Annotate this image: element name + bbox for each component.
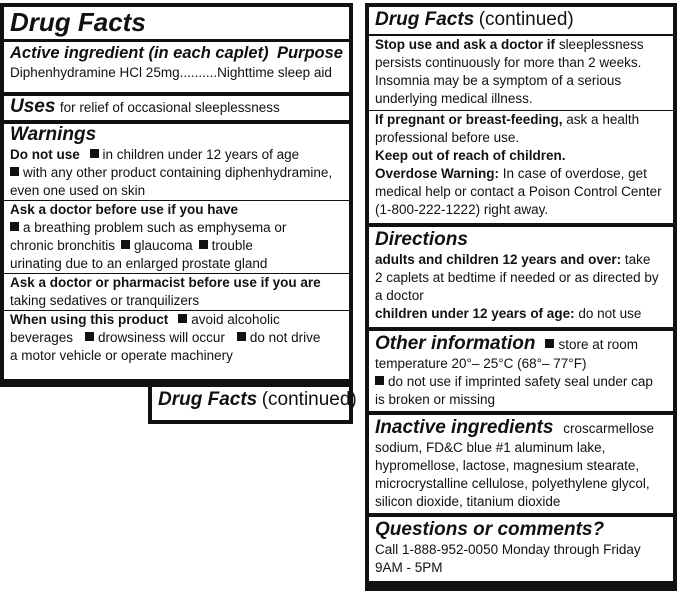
uses-section: [4, 96, 349, 120]
inactive-ingredients-section: [369, 415, 673, 513]
stop-use-line-4: underlying medical illness.: [375, 91, 533, 106]
drug-facts-header-section: [4, 7, 349, 92]
other-information-title: Other information: [375, 333, 536, 354]
left-continued-tab: [148, 387, 357, 424]
other-item-2b: is broken or missing: [375, 392, 496, 407]
drug-facts-header: Drug Facts: [10, 7, 146, 37]
right-header-section: [369, 7, 673, 223]
ask-pharmacist-label: Ask a doctor or pharmacist before use if you are: [10, 275, 321, 290]
overdose-line-2: medical help or contact a Poison Control Center: [375, 184, 662, 199]
active-ingredient-line: Diphenhydramine HCl 25mg..........Nighttime sleep aid: [10, 65, 332, 80]
other-information-section: [369, 331, 673, 411]
when-using-line-2b: drowsiness will occur: [98, 330, 225, 345]
purpose-label: Purpose: [276, 44, 343, 62]
stop-use-line-1: sleeplessness: [558, 37, 644, 52]
bullet-square-icon: [237, 332, 246, 341]
inactive-line-4: microcrystalline cellulose, polyethylene glycol,: [375, 476, 650, 491]
adults-line-1: take: [624, 252, 651, 267]
other-item-1a: store at room: [558, 337, 638, 352]
do-not-use-item-2a: with any other product containing diphenhydramine,: [23, 165, 333, 180]
do-not-use-item-1: in children under 12 years of age: [102, 147, 300, 162]
ask-doctor-line-1: a breathing problem such as emphysema or: [23, 220, 287, 235]
ask-pharmacist-text: taking sedatives or tranquilizers: [10, 293, 200, 308]
ask-doctor-line-3: urinating due to an enlarged prostate gland: [10, 256, 268, 271]
bullet-square-icon: [545, 339, 554, 348]
inactive-ingredients-title: Inactive ingredients: [375, 417, 554, 438]
other-item-1b: temperature 20°– 25°C (68°– 77°F): [375, 356, 587, 371]
warnings-title: Warnings: [10, 124, 97, 145]
uses-title: Uses: [10, 96, 56, 117]
children-label: children under 12 years of age:: [375, 306, 575, 321]
bullet-square-icon: [199, 240, 208, 249]
pregnant-line-2: professional before use.: [375, 130, 520, 145]
right-header-continued: (continued): [478, 9, 574, 30]
when-using-item-1: avoid alcoholic: [191, 312, 280, 327]
bullet-square-icon: [121, 240, 130, 249]
directions-title: Directions: [375, 229, 468, 250]
stop-use-line-2: persists continuously for more than 2 weeks.: [375, 55, 642, 70]
inactive-line-5: silicon dioxide, titanium dioxide: [375, 494, 561, 509]
ask-doctor-line-2c: trouble: [211, 238, 253, 253]
keep-out-of-reach: Keep out of reach of children.: [375, 148, 566, 163]
drug-facts-right-panel: [365, 3, 677, 591]
children-text: do not use: [578, 306, 642, 321]
questions-section: [369, 517, 673, 581]
ask-doctor-label: Ask a doctor before use if you have: [10, 202, 239, 217]
right-header-title: Drug Facts: [375, 9, 475, 30]
questions-line-1: Call 1-888-952-0050 Monday through Friday: [375, 542, 641, 557]
questions-line-2: 9AM - 5PM: [375, 560, 443, 575]
warnings-section: [4, 124, 349, 379]
overdose-label: Overdose Warning:: [375, 166, 500, 181]
when-using-line-2c: do not drive: [249, 330, 321, 345]
pregnant-label: If pregnant or breast-feeding,: [375, 112, 563, 127]
inactive-line-3: hypromellose, lactose, magnesium stearate,: [375, 458, 640, 473]
left-footer-title: Drug Facts: [158, 389, 258, 410]
inactive-line-1: croscarmellose: [563, 421, 654, 436]
left-footer-continued: (continued): [261, 389, 357, 410]
uses-text: for relief of occasional sleeplessness: [59, 100, 280, 115]
bullet-square-icon: [85, 332, 94, 341]
bullet-square-icon: [90, 149, 99, 158]
bullet-square-icon: [10, 167, 19, 176]
do-not-use-item-2b: even one used on skin: [10, 183, 146, 198]
when-using-label: When using this product: [10, 312, 169, 327]
adults-label: adults and children 12 years and over:: [375, 252, 622, 267]
adults-line-3: a doctor: [375, 288, 424, 303]
directions-section: [369, 227, 673, 327]
overdose-line-1: In case of overdose, get: [502, 166, 647, 181]
bullet-square-icon: [178, 314, 187, 323]
inactive-line-2: sodium, FD&C blue #1 aluminum lake,: [375, 440, 606, 455]
do-not-use-label: Do not use: [10, 147, 80, 162]
active-ingredient-label: Active ingredient (in each caplet): [10, 44, 269, 62]
when-using-line-3: a motor vehicle or operate machinery: [10, 348, 233, 363]
bullet-square-icon: [10, 222, 19, 231]
ask-doctor-line-2a: chronic bronchitis: [10, 238, 116, 253]
stop-use-line-3: Insomnia may be a symptom of a serious: [375, 73, 622, 88]
stop-use-label: Stop use and ask a doctor if: [375, 37, 556, 52]
overdose-line-3: (1-800-222-1222) right away.: [375, 202, 549, 217]
adults-line-2: 2 caplets at bedtime if needed or as directed by: [375, 270, 659, 285]
ask-doctor-line-2b: glaucoma: [134, 238, 193, 253]
when-using-line-2a: beverages: [10, 330, 74, 345]
bullet-square-icon: [375, 376, 384, 385]
pregnant-line-1: ask a health: [566, 112, 640, 127]
other-item-2a: do not use if imprinted safety seal under cap: [388, 374, 653, 389]
questions-title: Questions or comments?: [375, 519, 605, 540]
drug-facts-left-panel: [0, 3, 353, 387]
